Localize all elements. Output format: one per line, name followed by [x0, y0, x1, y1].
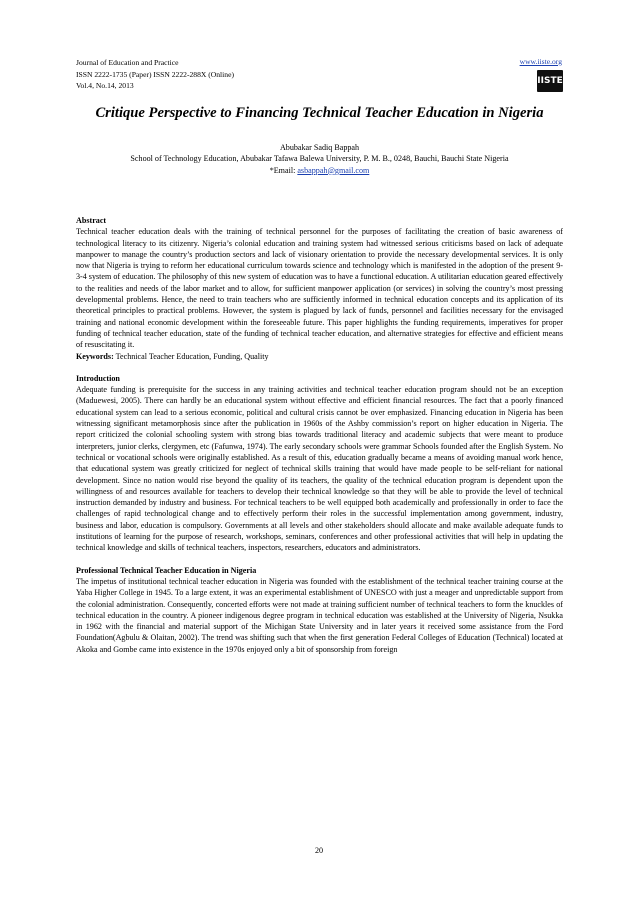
author-block — [76, 142, 563, 176]
journal-issn: ISSN 2222-1735 (Paper) ISSN 2222-288X (Online) — [76, 69, 234, 79]
paper-body — [76, 215, 563, 655]
section2-text: The impetus of institutional technical teacher education in Nigeria was founded with the establishment of the technical teacher training course at the Yaba Higher College in 1945. To a large extent, it was an experimental establishment of UNESCO with just a meager and unpredictable support from the colonial administration. Consequently, concerted efforts were not made at training sufficient number of technical teachers to form the knuckles of technical education in the country. A pioneer indigenous degree program in technical education was established at the University of Nigeria, Nsukka in 1962 with the financial and material support of the Michigan State University and in later years it received some assistance from the Ford Foundation(Agbulu & Olaitan, 2002). The trend was shifting such that when the first generation Federal Colleges of Education (Technical) located at Akoka and Gombe came into existence in the 1970s enjoyed only a bit of sponsorship from foreign — [76, 576, 563, 654]
keywords-line — [76, 351, 563, 362]
keywords-label: Keywords: — [76, 351, 114, 361]
journal-url-link[interactable]: www.iiste.org — [519, 57, 562, 66]
paper-title: Critique Perspective to Financing Technical Teacher Education in Nigeria — [95, 105, 544, 121]
email-label: *Email: — [269, 165, 298, 175]
abstract-heading: Abstract — [76, 216, 107, 225]
journal-name: Journal of Education and Practice — [76, 58, 179, 67]
author-email-link[interactable]: asbappah@gmail.com — [297, 165, 370, 175]
author-affiliation: School of Technology Education, Abubakar Tafawa Balewa University, P. M. B., 0248, Bauchi, Bauchi State Nigeria — [130, 154, 509, 164]
author-email-line — [76, 165, 563, 176]
introduction-text: Adequate funding is prerequisite for the success in any training activities and technical teacher education program should not be an exception (Maduewesi, 2005). There can hardly be an educational system without effective and efficient financial resources. The fact that a poorly financed educational system can lead to a serious economic, political and cultural crisis cannot be over emphasized. Financing education in Nigeria has been witnessing significant metamorphosis since after the publication in 1960s of the Ashby commission’s report on higher education in Nigeria. The report criticized the colonial schooling system with strong bias towards traditional literacy and academic subjects that were meant to produce interpreters, junior clerks, clergymen, etc (Fafunwa, 1974). The early secondary schools were grammar Schools founded after the English System. No technical or vocational schools were originally established. As a result of this, education gradually became a means of avoiding manual work hence, that educational system was greatly criticized for neglect of technical skills training that would have made people to be self-reliant for national development. Since no nation would rise beyond the quality of its teachers, the quality of the technical education program is dependent upon the willingness of and resources available for teachers to develop their technical knowledge so that they will be able to provide the level of technical instruction demanded by industry and business. For technical teachers to be well equipped both academically and professionally in order to face the challenges of rapid technological change and to effectively perform their roles in the successful implementation among government, industry, business and labor, education is compulsory. Governments at all levels and other stakeholders should allocate and make available adequate funds to institutions of learning for the purpose of research, workshops, seminars, conferences and other professional activities that will help in updating the technical knowledge and skills of technical teachers, inspectors, researchers, educators and administrators. — [76, 385, 563, 553]
keywords-text: Technical Teacher Education, Funding, Quality — [113, 351, 269, 361]
page-number: 20 — [314, 846, 324, 855]
logo-text: IISTE — [537, 76, 563, 86]
abstract-text: Technical teacher education deals with the training of technical personnel for the purposes of facilitating the creation of basic awareness of technological literacy to its citizenry. Nigeria’s colonial education and training system had witnessed serious criticisms based on lack of adequate manpower to manage the country’s production sectors and lack of visionary orientation to provide the necessary developmental services. It is only now that Nigeria is trying to reform her educational curriculum towards science and technology which is manifested in the adoption of the present 9-3-4 system of education. The philosophy of this new system of education was to have a functional education. A utilitarian education geared effectively to the realities and needs of the labor market and to allow, for sufficient manpower application (or services) in solving the country’s most pressing developmental problems. Hence, the need to train teachers who are sufficiently informed in technical education concepts and its application of its theoretical principles to practical problems. However, the system is plagued by lack of funds, personnel and facilities necessary for the envisaged training and national economic development within the foreseeable future. This paper highlights the funding requirements, imperatives for proper funding of technical teacher education, state of the funding of technical teacher education, and alternative strategies for effective and efficient means of resuscitating it. — [76, 227, 563, 350]
journal-header — [76, 57, 234, 92]
introduction-heading: Introduction — [76, 373, 120, 383]
section2-heading: Professional Technical Teacher Education in Nigeria — [76, 565, 257, 575]
author-name: Abubakar Sadiq Bappah — [279, 143, 360, 152]
iiste-logo — [537, 70, 563, 92]
journal-volume: Vol.4, No.14, 2013 — [76, 81, 134, 91]
